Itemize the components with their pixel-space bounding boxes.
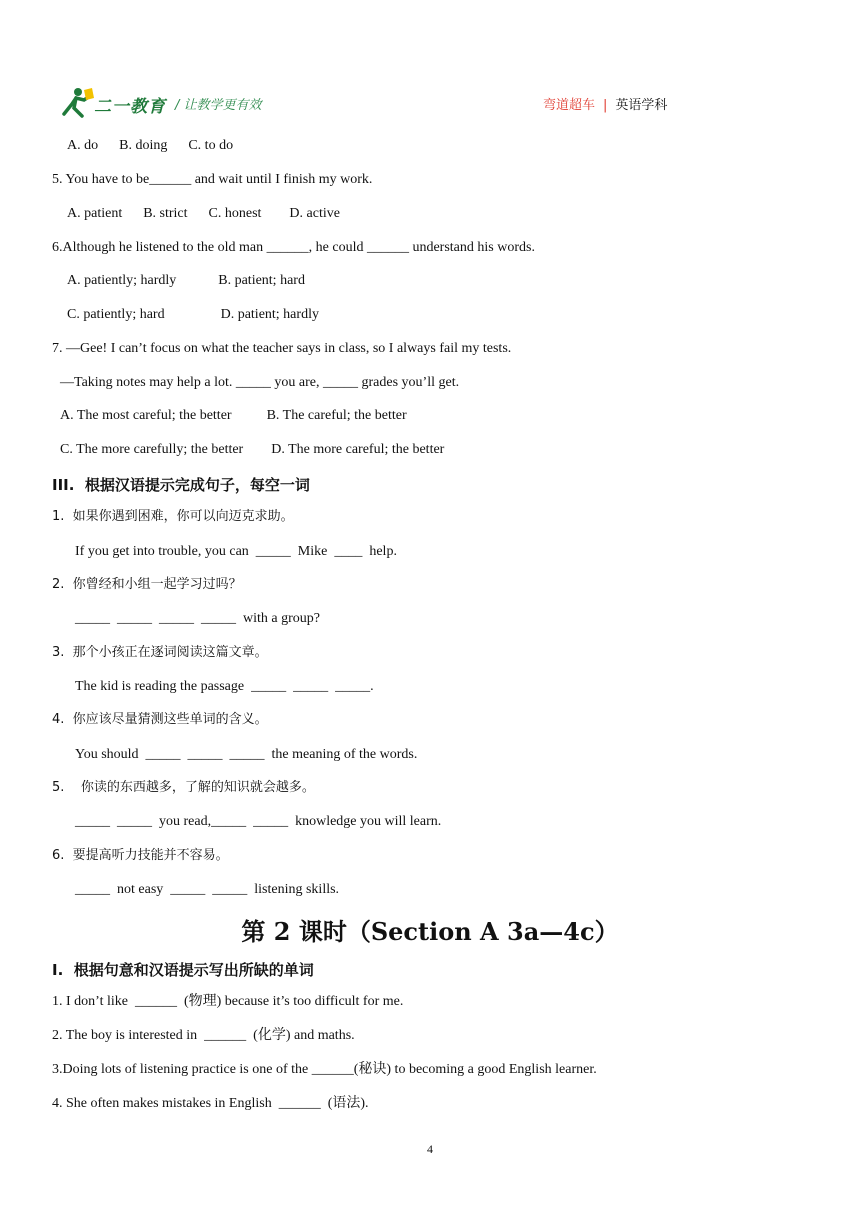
- question-line: 4. She often makes mistakes in English ______ (语法).: [52, 1096, 369, 1111]
- question-option-line: A. patiently; hardly B. patient; hard: [67, 273, 305, 288]
- question-line: 3.Doing lots of listening practice is one of the ______(秘诀) to becoming a good English learner.: [52, 1062, 597, 1077]
- answer-line: You should _____ _____ _____ the meaning of the words.: [75, 747, 418, 762]
- question-line: 2. The boy is interested in ______ (化学) and maths.: [52, 1028, 355, 1043]
- prompt-chinese: 5. 你读的东西越多，了解的知识就会越多。: [52, 780, 315, 795]
- page-header: [0, 0, 860, 130]
- logo-text: 二一教育: [94, 97, 166, 117]
- lesson-title: 第 2 课时（Section A 3a—4c）: [241, 917, 619, 946]
- subject-label: 英语学科: [615, 98, 668, 113]
- brand-divider: |: [603, 98, 608, 113]
- header-slogan: / 让教学更有效: [175, 98, 262, 113]
- question-option-line: A. do B. doing C. to do: [67, 138, 234, 153]
- prompt-chinese: 3. 那个小孩正在逐词阅读这篇文章。: [52, 645, 268, 660]
- answer-line: _____ _____ you read,_____ _____ knowledge you will learn.: [75, 814, 442, 829]
- prompt-chinese: 1. 如果你遇到困难，你可以向迈克求助。: [52, 509, 294, 524]
- question-line: 5. You have to be______ and wait until I finish my work.: [52, 172, 373, 187]
- question-option-line: C. patiently; hard D. patient; hardly: [67, 307, 319, 322]
- question-line: 6.Although he listened to the old man ______, he could ______ understand his words.: [52, 240, 535, 255]
- question-option-line: A. The most careful; the better B. The careful; the better: [60, 408, 407, 423]
- prompt-chinese: 6. 要提高听力技能并不容易。: [52, 848, 229, 863]
- answer-line: The kid is reading the passage _____ _____ _____.: [75, 679, 374, 694]
- question-line: —Taking notes may help a lot. _____ you are, _____ grades you’ll get.: [60, 375, 460, 390]
- answer-line: _____ _____ _____ _____ with a group?: [75, 611, 320, 626]
- section-heading: III. 根据汉语提示完成句子，每空一词: [52, 476, 310, 494]
- brand-label: 弯道超车: [543, 98, 596, 113]
- question-option-line: A. patient B. strict C. honest D. active: [67, 206, 340, 221]
- question-option-line: C. The more carefully; the better D. The more careful; the better: [60, 442, 445, 457]
- answer-line: If you get into trouble, you can _____ Mike ____ help.: [75, 544, 397, 559]
- question-line: 1. I don’t like ______ (物理) because it’s too difficult for me.: [52, 994, 404, 1009]
- header-brand: [543, 94, 667, 113]
- question-line: 7. —Gee! I can’t focus on what the teacher says in class, so I always fail my tests.: [52, 341, 512, 356]
- prompt-chinese: 2. 你曾经和小组一起学习过吗？: [52, 577, 242, 592]
- page-number: 4: [427, 1142, 433, 1156]
- prompt-chinese: 4. 你应该尽量猜测这些单词的含义。: [52, 712, 268, 727]
- answer-line: _____ not easy _____ _____ listening skills.: [75, 882, 340, 897]
- section-heading: I. 根据句意和汉语提示写出所缺的单词: [52, 961, 314, 979]
